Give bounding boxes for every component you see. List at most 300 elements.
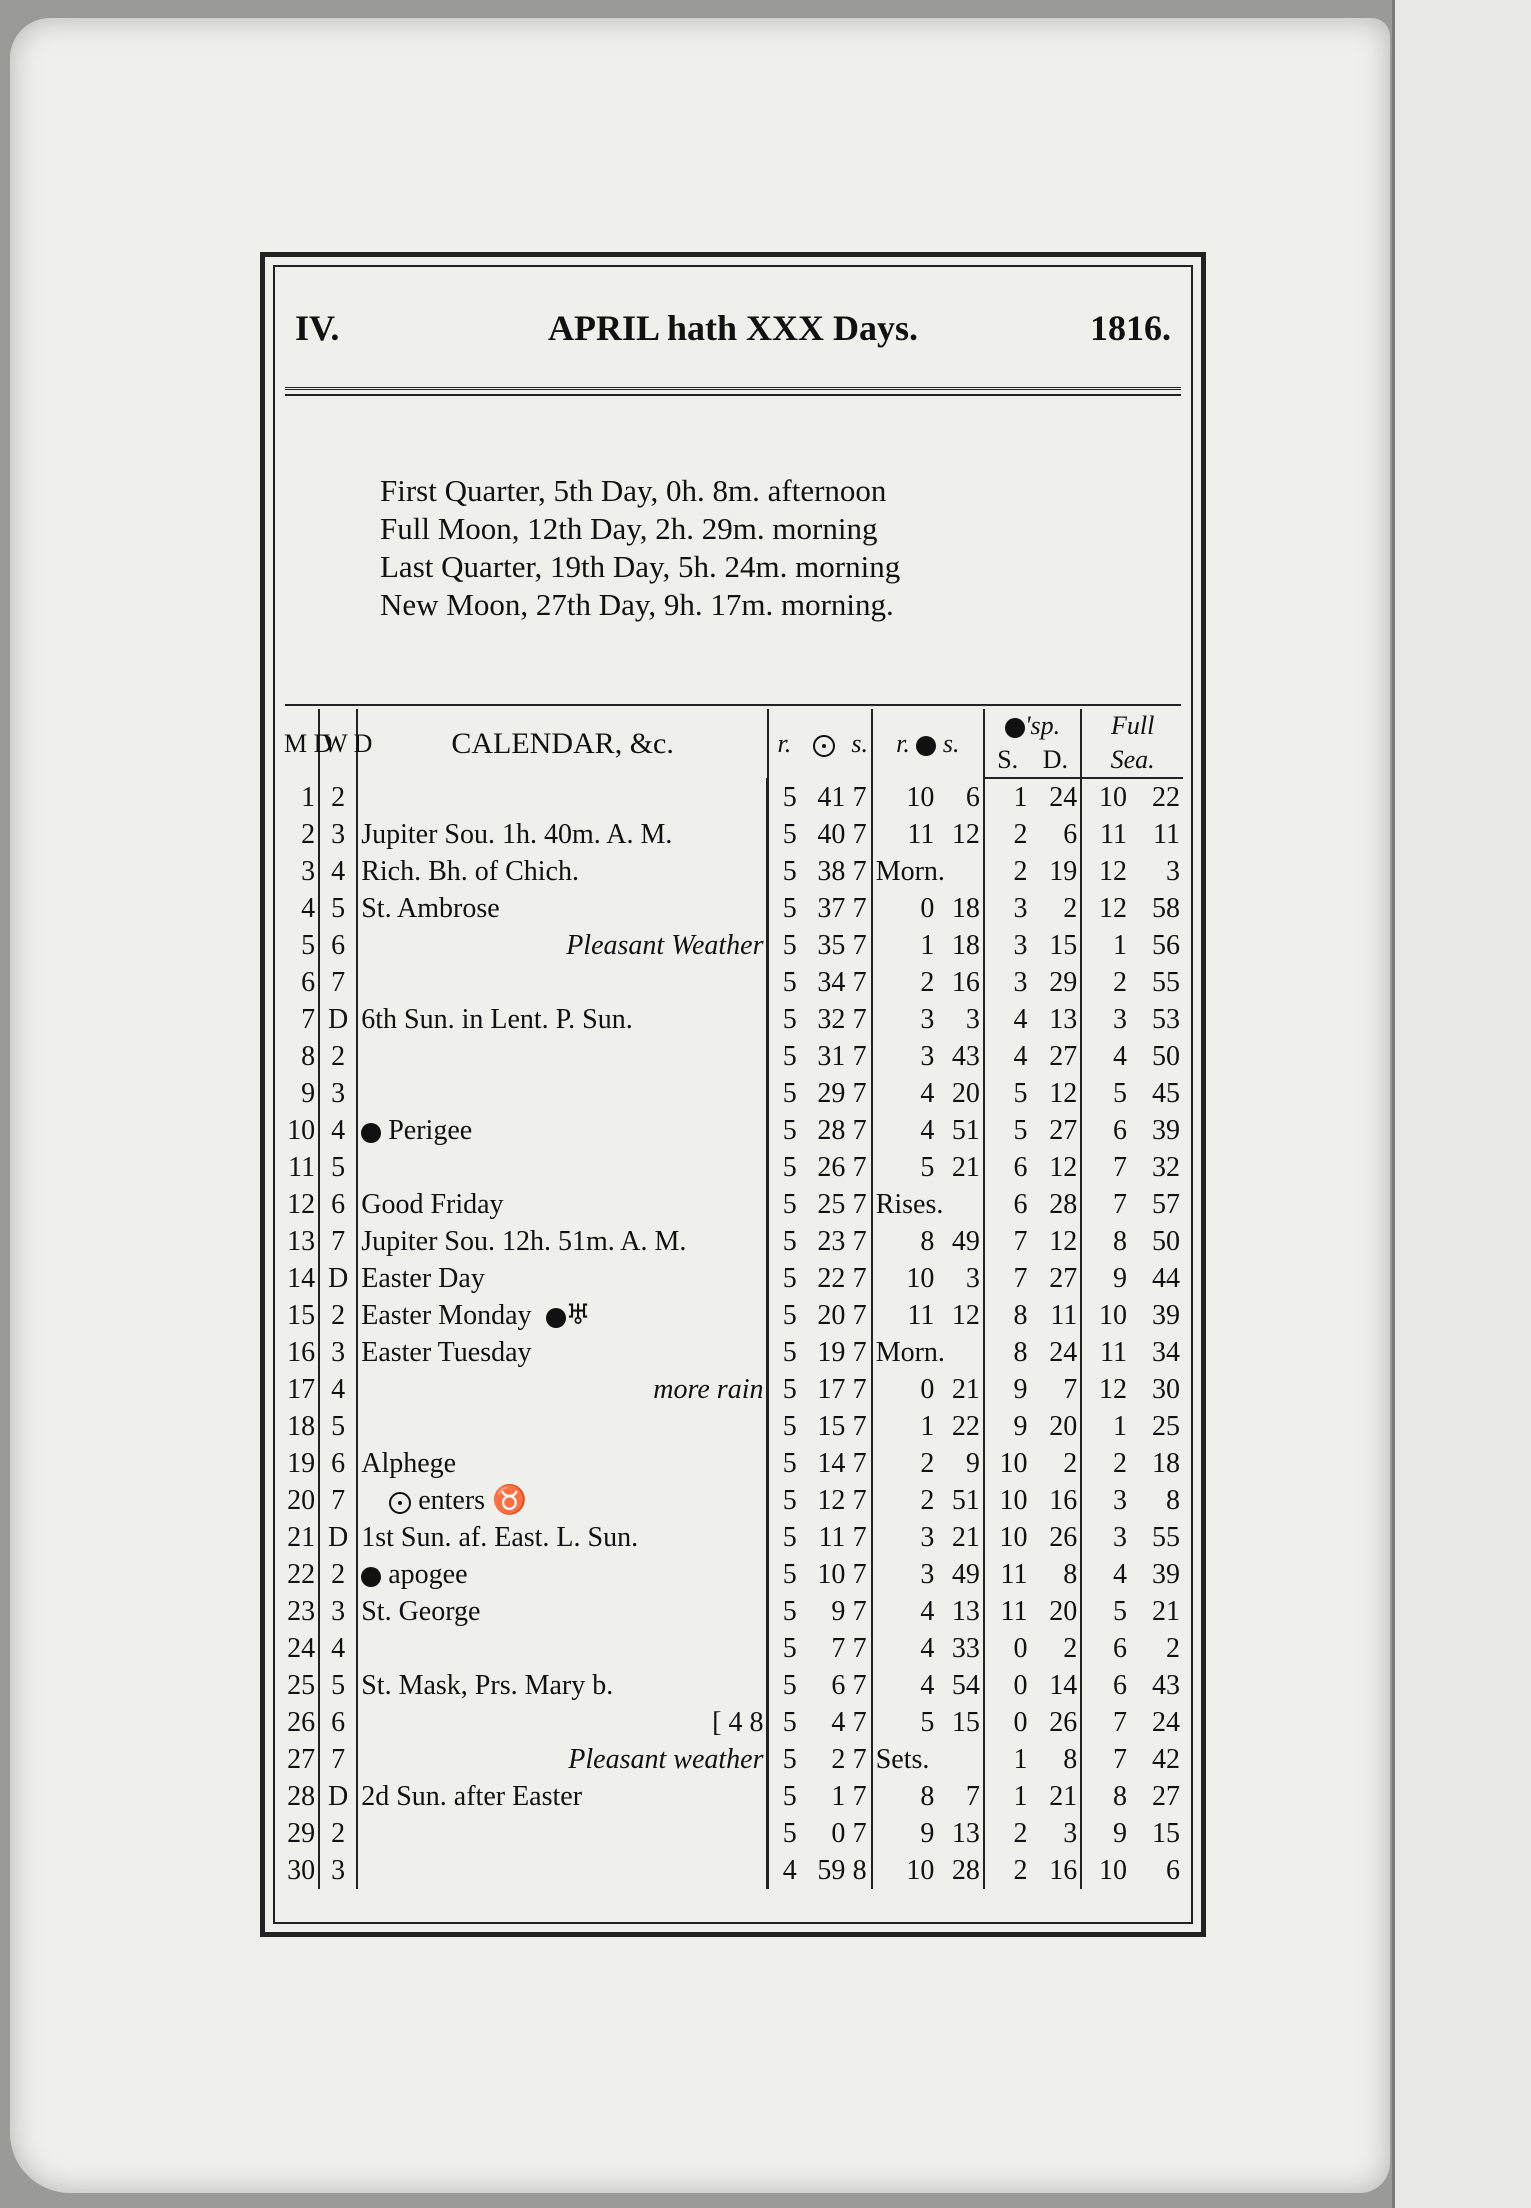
moon-rise-minute: 7 bbox=[965, 1781, 980, 1812]
calendar-text: Jupiter Sou. 12h. 51m. A. M. bbox=[361, 1226, 687, 1257]
sun-rise-hour: 5 bbox=[768, 1704, 800, 1741]
sun-set-hour: 7 bbox=[852, 1411, 867, 1442]
month-day: 28 bbox=[287, 1781, 316, 1812]
calendar-entry bbox=[357, 1075, 768, 1112]
sun-set-hour: 7 bbox=[852, 1559, 867, 1590]
header-full-sea: Full bbox=[1081, 709, 1183, 743]
calendar-entry bbox=[357, 1519, 768, 1556]
week-day: 7 bbox=[319, 1741, 357, 1778]
table-header-row bbox=[281, 709, 1183, 743]
moon-rise-hour: 3 bbox=[872, 1038, 938, 1075]
full-sea-hour: 8 bbox=[1081, 1778, 1130, 1815]
header-moon-rise-set: r. s. bbox=[872, 709, 984, 778]
week-day: 4 bbox=[319, 1371, 357, 1408]
calendar-entry bbox=[357, 890, 768, 927]
calendar-entry bbox=[357, 1815, 768, 1852]
sun-rise-hour: 5 bbox=[768, 778, 800, 816]
moon-south-minute: 19 bbox=[1049, 856, 1078, 887]
moon-phase-line: First Quarter, 5th Day, 0h. 8m. afternoon bbox=[380, 473, 887, 508]
table-top-rule bbox=[285, 704, 1181, 706]
month-day: 9 bbox=[301, 1078, 316, 1109]
sun-set-hour: 7 bbox=[852, 893, 867, 924]
full-sea-hour: 5 bbox=[1081, 1075, 1130, 1112]
moon-phase-line: Last Quarter, 19th Day, 5h. 24m. morning bbox=[380, 549, 901, 584]
calendar-entry bbox=[357, 1667, 768, 1704]
week-day: 4 bbox=[319, 853, 357, 890]
month-day: 23 bbox=[287, 1596, 316, 1627]
week-day: 6 bbox=[319, 1186, 357, 1223]
moon-rise-minute: 9 bbox=[965, 1448, 980, 1479]
sun-rise-minute: 0 bbox=[831, 1818, 846, 1849]
sun-rise-minute: 37 bbox=[817, 893, 846, 924]
full-sea-hour: 1 bbox=[1081, 1408, 1130, 1445]
full-sea-hour: 11 bbox=[1081, 1334, 1130, 1371]
calendar-entry bbox=[357, 853, 768, 890]
sun-rise-minute: 35 bbox=[817, 930, 846, 961]
sun-rise-minute: 4 bbox=[831, 1707, 846, 1738]
week-day: 6 bbox=[319, 1445, 357, 1482]
sun-rise-minute: 17 bbox=[817, 1374, 846, 1405]
full-sea-minute: 30 bbox=[1152, 1374, 1180, 1405]
month-day: 10 bbox=[287, 1115, 316, 1146]
moon-icon bbox=[361, 1567, 381, 1587]
week-day: 5 bbox=[319, 1149, 357, 1186]
moon-rise-hour: 2 bbox=[872, 964, 938, 1001]
moon-rise-hour: 4 bbox=[872, 1667, 938, 1704]
month-day: 8 bbox=[301, 1041, 316, 1072]
full-sea-hour: 3 bbox=[1081, 1001, 1130, 1038]
full-sea-hour: 7 bbox=[1081, 1186, 1130, 1223]
header-wd: W D bbox=[319, 709, 357, 778]
calendar-entry bbox=[357, 964, 768, 1001]
calendar-text: St. Ambrose bbox=[361, 893, 500, 924]
calendar-text: Easter Monday bbox=[361, 1300, 532, 1331]
calendar-entry bbox=[357, 1297, 768, 1334]
moon-rise-minute: 6 bbox=[965, 781, 980, 813]
sun-rise-hour: 5 bbox=[768, 1482, 800, 1519]
full-sea-hour: 8 bbox=[1081, 1223, 1130, 1260]
moon-south-hour: 5 bbox=[984, 1075, 1031, 1112]
full-sea-minute: 43 bbox=[1152, 1670, 1180, 1701]
full-sea-hour: 2 bbox=[1081, 964, 1130, 1001]
moon-rise-hour: 10 bbox=[872, 1852, 938, 1889]
full-sea-hour: 6 bbox=[1081, 1630, 1130, 1667]
full-sea-hour: 5 bbox=[1081, 1593, 1130, 1630]
sun-rise-minute: 11 bbox=[818, 1522, 846, 1553]
header-sun-set: s. bbox=[851, 728, 869, 758]
table-row bbox=[281, 1445, 1183, 1482]
full-sea-minute: 21 bbox=[1152, 1596, 1180, 1627]
moon-south-minute: 14 bbox=[1049, 1670, 1078, 1701]
moon-rise-hour: 4 bbox=[872, 1112, 938, 1149]
moon-rise-minute: 49 bbox=[951, 1559, 980, 1590]
sun-set-hour: 7 bbox=[852, 1300, 867, 1331]
sun-rise-hour: 5 bbox=[768, 1149, 800, 1186]
moon-rise-hour: 10 bbox=[872, 1260, 938, 1297]
sun-rise-hour: 5 bbox=[768, 1408, 800, 1445]
table-row bbox=[281, 1223, 1183, 1260]
moon-rise-minute: 3 bbox=[965, 1004, 980, 1035]
moon-rise-hour: 4 bbox=[872, 1630, 938, 1667]
month-number: IV. bbox=[295, 308, 340, 348]
sun-rise-hour: 5 bbox=[768, 1038, 800, 1075]
month-day: 18 bbox=[287, 1411, 316, 1442]
year: 1816. bbox=[1090, 308, 1171, 348]
sun-set-hour: 7 bbox=[852, 1263, 867, 1294]
full-sea-hour: 9 bbox=[1081, 1815, 1130, 1852]
sun-rise-minute: 26 bbox=[817, 1152, 846, 1183]
sun-rise-hour: 5 bbox=[768, 853, 800, 890]
calendar-text: Perigee bbox=[388, 1115, 473, 1146]
moon-phase-line: Full Moon, 12th Day, 2h. 29m. morning bbox=[380, 511, 878, 546]
sun-icon bbox=[813, 735, 835, 757]
sun-rise-minute: 14 bbox=[817, 1448, 846, 1479]
moon-rise-hour: 4 bbox=[872, 1593, 938, 1630]
sun-rise-minute: 12 bbox=[817, 1485, 846, 1516]
moon-rise-minute: 13 bbox=[951, 1818, 980, 1849]
sun-set-hour: 7 bbox=[852, 1152, 867, 1183]
sun-rise-minute: 7 bbox=[831, 1633, 846, 1664]
calendar-entry bbox=[357, 1001, 768, 1038]
moon-south-minute: 16 bbox=[1049, 1855, 1078, 1886]
moon-south-minute: 3 bbox=[1063, 1818, 1078, 1849]
table-row bbox=[281, 1297, 1183, 1334]
moon-south-minute: 26 bbox=[1049, 1522, 1078, 1553]
sun-set-hour: 7 bbox=[852, 1781, 867, 1812]
moon-south-hour: 0 bbox=[984, 1704, 1031, 1741]
moon-rise-hour: 1 bbox=[872, 1408, 938, 1445]
moon-south-minute: 24 bbox=[1049, 782, 1078, 813]
page-header bbox=[295, 307, 1171, 355]
sun-set-hour: 7 bbox=[852, 1078, 867, 1109]
header-moon-south: 'sp. bbox=[984, 709, 1081, 743]
full-sea-hour: 3 bbox=[1081, 1519, 1130, 1556]
moon-south-hour: 2 bbox=[984, 853, 1031, 890]
moon-south-hour: 6 bbox=[984, 1149, 1031, 1186]
sun-set-hour: 7 bbox=[852, 1596, 867, 1627]
sun-set-hour: 7 bbox=[852, 1818, 867, 1849]
calendar-entry bbox=[357, 1556, 768, 1593]
week-day: 5 bbox=[319, 890, 357, 927]
full-sea-hour: 7 bbox=[1081, 1741, 1130, 1778]
sun-rise-hour: 5 bbox=[768, 816, 800, 853]
moon-south-hour: 11 bbox=[984, 1593, 1031, 1630]
month-day: 2 bbox=[301, 819, 316, 850]
month-day: 13 bbox=[287, 1226, 316, 1257]
calendar-entry bbox=[357, 1704, 768, 1741]
full-sea-hour: 12 bbox=[1081, 890, 1130, 927]
moon-south-minute: 27 bbox=[1049, 1115, 1078, 1146]
moon-rise-hour: 0 bbox=[872, 890, 938, 927]
sun-rise-hour: 5 bbox=[768, 1741, 800, 1778]
week-day: 7 bbox=[319, 1223, 357, 1260]
moon-south-hour: 2 bbox=[984, 1852, 1031, 1889]
full-sea-minute: 50 bbox=[1152, 1226, 1180, 1257]
month-day: 26 bbox=[287, 1707, 316, 1738]
calendar-text: St. Mask, Prs. Mary b. bbox=[361, 1670, 614, 1701]
week-day: 2 bbox=[319, 778, 357, 816]
calendar-text: 2d Sun. after Easter bbox=[361, 1781, 583, 1812]
moon-rise-hour: 5 bbox=[872, 1149, 938, 1186]
table-row bbox=[281, 1741, 1183, 1778]
moon-rise-minute: 21 bbox=[951, 1374, 980, 1405]
full-sea-minute: 15 bbox=[1152, 1818, 1180, 1849]
table-row bbox=[281, 778, 1183, 816]
moon-south-minute: 24 bbox=[1049, 1337, 1078, 1368]
sun-rise-hour: 5 bbox=[768, 964, 800, 1001]
table-row bbox=[281, 1334, 1183, 1371]
month-day: 19 bbox=[287, 1448, 316, 1479]
sun-rise-hour: 5 bbox=[768, 1186, 800, 1223]
sun-rise-minute: 1 bbox=[831, 1781, 846, 1812]
header-full-sea-2: Sea. bbox=[1081, 743, 1183, 778]
sun-rise-minute: 6 bbox=[831, 1670, 846, 1701]
table-row bbox=[281, 1593, 1183, 1630]
sun-rise-minute: 40 bbox=[817, 819, 846, 850]
full-sea-hour: 10 bbox=[1081, 778, 1130, 816]
full-sea-minute: 34 bbox=[1152, 1337, 1180, 1368]
moon-south-minute: 27 bbox=[1049, 1041, 1078, 1072]
month-day: 16 bbox=[287, 1337, 316, 1368]
moon-rise-minute: 51 bbox=[951, 1485, 980, 1516]
sun-rise-minute: 20 bbox=[817, 1300, 846, 1331]
full-sea-minute: 39 bbox=[1152, 1300, 1180, 1331]
calendar-text: St. George bbox=[361, 1596, 481, 1627]
sun-set-hour: 7 bbox=[852, 819, 867, 850]
week-day: 3 bbox=[319, 816, 357, 853]
moon-south-minute: 2 bbox=[1063, 1448, 1078, 1479]
moon-rise-set: Sets. bbox=[872, 1741, 984, 1778]
moon-south-minute: 16 bbox=[1049, 1485, 1078, 1516]
moon-south-minute: 21 bbox=[1049, 1781, 1078, 1812]
moon-rise-hour: 5 bbox=[872, 1704, 938, 1741]
calendar-entry bbox=[357, 1408, 768, 1445]
full-sea-hour: 4 bbox=[1081, 1556, 1130, 1593]
facing-page-edge bbox=[1392, 0, 1531, 2208]
sun-rise-hour: 5 bbox=[768, 927, 800, 964]
calendar-entry bbox=[357, 1334, 768, 1371]
moon-south-hour: 11 bbox=[984, 1556, 1031, 1593]
sun-set-hour: 7 bbox=[852, 1707, 867, 1738]
moon-rise-hour: 9 bbox=[872, 1815, 938, 1852]
header-calendar: CALENDAR, &c. bbox=[357, 709, 768, 778]
full-sea-minute: 18 bbox=[1152, 1448, 1180, 1479]
moon-south-hour: 10 bbox=[984, 1519, 1031, 1556]
week-day: 7 bbox=[319, 964, 357, 1001]
full-sea-minute: 2 bbox=[1166, 1633, 1180, 1664]
moon-rise-minute: 12 bbox=[951, 819, 980, 850]
full-sea-hour: 10 bbox=[1081, 1297, 1130, 1334]
moon-icon bbox=[916, 736, 936, 756]
moon-icon bbox=[546, 1308, 566, 1328]
moon-icon bbox=[361, 1123, 381, 1143]
full-sea-minute: 39 bbox=[1152, 1559, 1180, 1590]
moon-south-hour: 7 bbox=[984, 1260, 1031, 1297]
table-row bbox=[281, 1075, 1183, 1112]
header-south-d: D. bbox=[1030, 743, 1081, 778]
table-row bbox=[281, 1815, 1183, 1852]
calendar-entry bbox=[357, 1482, 768, 1519]
moon-south-minute: 26 bbox=[1049, 1707, 1078, 1738]
sun-rise-hour: 5 bbox=[768, 1334, 800, 1371]
table-row bbox=[281, 1186, 1183, 1223]
moon-south-minute: 6 bbox=[1063, 819, 1078, 850]
month-day: 21 bbox=[287, 1522, 316, 1553]
week-day: 4 bbox=[319, 1630, 357, 1667]
month-day: 11 bbox=[288, 1152, 316, 1183]
week-day: 5 bbox=[319, 1667, 357, 1704]
month-day: 4 bbox=[301, 893, 316, 924]
moon-rise-hour: 11 bbox=[872, 1297, 938, 1334]
moon-rise-minute: 20 bbox=[951, 1078, 980, 1109]
calendar-entry bbox=[357, 1186, 768, 1223]
moon-rise-hour: 0 bbox=[872, 1371, 938, 1408]
calendar-text: Alphege bbox=[361, 1448, 457, 1479]
month-day: 5 bbox=[301, 930, 316, 961]
header-rule bbox=[285, 387, 1181, 396]
sun-rise-hour: 5 bbox=[768, 1815, 800, 1852]
calendar-text: Easter Day bbox=[361, 1263, 485, 1294]
month-day: 22 bbox=[287, 1559, 316, 1590]
sun-rise-hour: 5 bbox=[768, 1667, 800, 1704]
sun-rise-hour: 5 bbox=[768, 1556, 800, 1593]
full-sea-minute: 24 bbox=[1152, 1707, 1180, 1738]
calendar-text: Good Friday bbox=[361, 1189, 504, 1220]
full-sea-hour: 1 bbox=[1081, 927, 1130, 964]
moon-south-hour: 4 bbox=[984, 1001, 1031, 1038]
sun-set-hour: 7 bbox=[852, 930, 867, 961]
full-sea-minute: 44 bbox=[1152, 1263, 1180, 1294]
moon-south-hour: 9 bbox=[984, 1408, 1031, 1445]
full-sea-minute: 57 bbox=[1152, 1189, 1180, 1220]
week-day: 6 bbox=[319, 927, 357, 964]
sun-rise-minute: 25 bbox=[817, 1189, 846, 1220]
full-sea-minute: 11 bbox=[1153, 819, 1180, 850]
full-sea-minute: 27 bbox=[1152, 1781, 1180, 1812]
table-row bbox=[281, 1778, 1183, 1815]
moon-south-hour: 5 bbox=[984, 1112, 1031, 1149]
sun-rise-minute: 28 bbox=[817, 1115, 846, 1146]
header-sun-symbol bbox=[800, 709, 849, 778]
calendar-text: enters ♉ bbox=[418, 1485, 527, 1516]
calendar-entry bbox=[357, 778, 768, 816]
moon-rise-set: Rises. bbox=[872, 1186, 984, 1223]
moon-rise-minute: 13 bbox=[951, 1596, 980, 1627]
moon-phases bbox=[380, 472, 900, 624]
calendar-entry bbox=[357, 1260, 768, 1297]
week-day: 3 bbox=[319, 1852, 357, 1889]
sun-set-hour: 7 bbox=[852, 1374, 867, 1405]
week-day: 3 bbox=[319, 1593, 357, 1630]
sun-set-hour: 7 bbox=[852, 1744, 867, 1775]
sun-rise-hour: 5 bbox=[768, 1371, 800, 1408]
full-sea-minute: 58 bbox=[1152, 893, 1180, 924]
week-day: 2 bbox=[319, 1038, 357, 1075]
moon-rise-hour: 8 bbox=[872, 1223, 938, 1260]
month-day: 15 bbox=[287, 1300, 316, 1331]
calendar-entry bbox=[357, 1371, 768, 1408]
moon-rise-hour: 3 bbox=[872, 1556, 938, 1593]
week-day: 2 bbox=[319, 1815, 357, 1852]
moon-rise-hour: 3 bbox=[872, 1001, 938, 1038]
full-sea-hour: 3 bbox=[1081, 1482, 1130, 1519]
full-sea-hour: 10 bbox=[1081, 1852, 1130, 1889]
sun-set-hour: 7 bbox=[852, 1041, 867, 1072]
calendar-entry bbox=[357, 816, 768, 853]
full-sea-minute: 55 bbox=[1152, 967, 1180, 998]
full-sea-hour: 4 bbox=[1081, 1038, 1130, 1075]
table-row bbox=[281, 890, 1183, 927]
full-sea-hour: 6 bbox=[1081, 1112, 1130, 1149]
table-row bbox=[281, 1408, 1183, 1445]
moon-rise-hour: 4 bbox=[872, 1075, 938, 1112]
table-row bbox=[281, 1556, 1183, 1593]
moon-south-hour: 3 bbox=[984, 964, 1031, 1001]
full-sea-minute: 55 bbox=[1152, 1522, 1180, 1553]
calendar-text: more rain bbox=[653, 1374, 764, 1405]
month-day: 30 bbox=[287, 1855, 316, 1886]
moon-south-hour: 1 bbox=[984, 1741, 1031, 1778]
sun-rise-hour: 4 bbox=[768, 1852, 800, 1889]
full-sea-hour: 12 bbox=[1081, 1371, 1130, 1408]
month-day: 1 bbox=[301, 781, 316, 813]
full-sea-hour: 7 bbox=[1081, 1149, 1130, 1186]
full-sea-minute: 45 bbox=[1152, 1078, 1180, 1109]
calendar-text: apogee bbox=[388, 1559, 468, 1590]
full-sea-minute: 3 bbox=[1166, 856, 1180, 887]
table-row bbox=[281, 1667, 1183, 1704]
moon-rise-minute: 49 bbox=[951, 1226, 980, 1257]
full-sea-hour: 11 bbox=[1081, 816, 1130, 853]
full-sea-minute: 6 bbox=[1166, 1855, 1180, 1886]
sun-set-hour: 7 bbox=[852, 1670, 867, 1701]
sun-set-hour: 8 bbox=[852, 1855, 867, 1886]
sun-rise-minute: 38 bbox=[817, 856, 846, 887]
week-day: 3 bbox=[319, 1075, 357, 1112]
week-day: 2 bbox=[319, 1297, 357, 1334]
month-day: 7 bbox=[301, 1004, 316, 1035]
calendar-entry bbox=[357, 1852, 768, 1889]
moon-rise-minute: 12 bbox=[951, 1300, 980, 1331]
sun-rise-hour: 5 bbox=[768, 1260, 800, 1297]
month-day: 17 bbox=[287, 1374, 316, 1405]
sun-rise-minute: 2 bbox=[831, 1744, 846, 1775]
moon-rise-minute: 16 bbox=[951, 967, 980, 998]
sun-rise-hour: 5 bbox=[768, 1001, 800, 1038]
header-south-s: S. bbox=[984, 743, 1031, 778]
table-row bbox=[281, 1149, 1183, 1186]
full-sea-hour: 12 bbox=[1081, 853, 1130, 890]
sun-set-hour: 7 bbox=[852, 781, 867, 813]
moon-south-hour: 9 bbox=[984, 1371, 1031, 1408]
sun-set-hour: 7 bbox=[852, 1522, 867, 1553]
calendar-entry bbox=[357, 1223, 768, 1260]
moon-south-minute: 29 bbox=[1049, 967, 1078, 998]
moon-rise-minute: 18 bbox=[951, 893, 980, 924]
calendar-entry bbox=[357, 1445, 768, 1482]
full-sea-minute: 25 bbox=[1152, 1411, 1180, 1442]
moon-rise-minute: 21 bbox=[951, 1522, 980, 1553]
calendar-text: Easter Tuesday bbox=[361, 1337, 532, 1368]
page-title: APRIL hath XXX Days. bbox=[547, 308, 919, 348]
moon-rise-hour: 10 bbox=[872, 778, 938, 816]
moon-rise-hour: 1 bbox=[872, 927, 938, 964]
moon-south-minute: 8 bbox=[1063, 1559, 1078, 1590]
sun-set-hour: 7 bbox=[852, 1485, 867, 1516]
moon-south-hour: 0 bbox=[984, 1667, 1031, 1704]
moon-south-hour: 1 bbox=[984, 1778, 1031, 1815]
moon-south-minute: 15 bbox=[1049, 930, 1078, 961]
